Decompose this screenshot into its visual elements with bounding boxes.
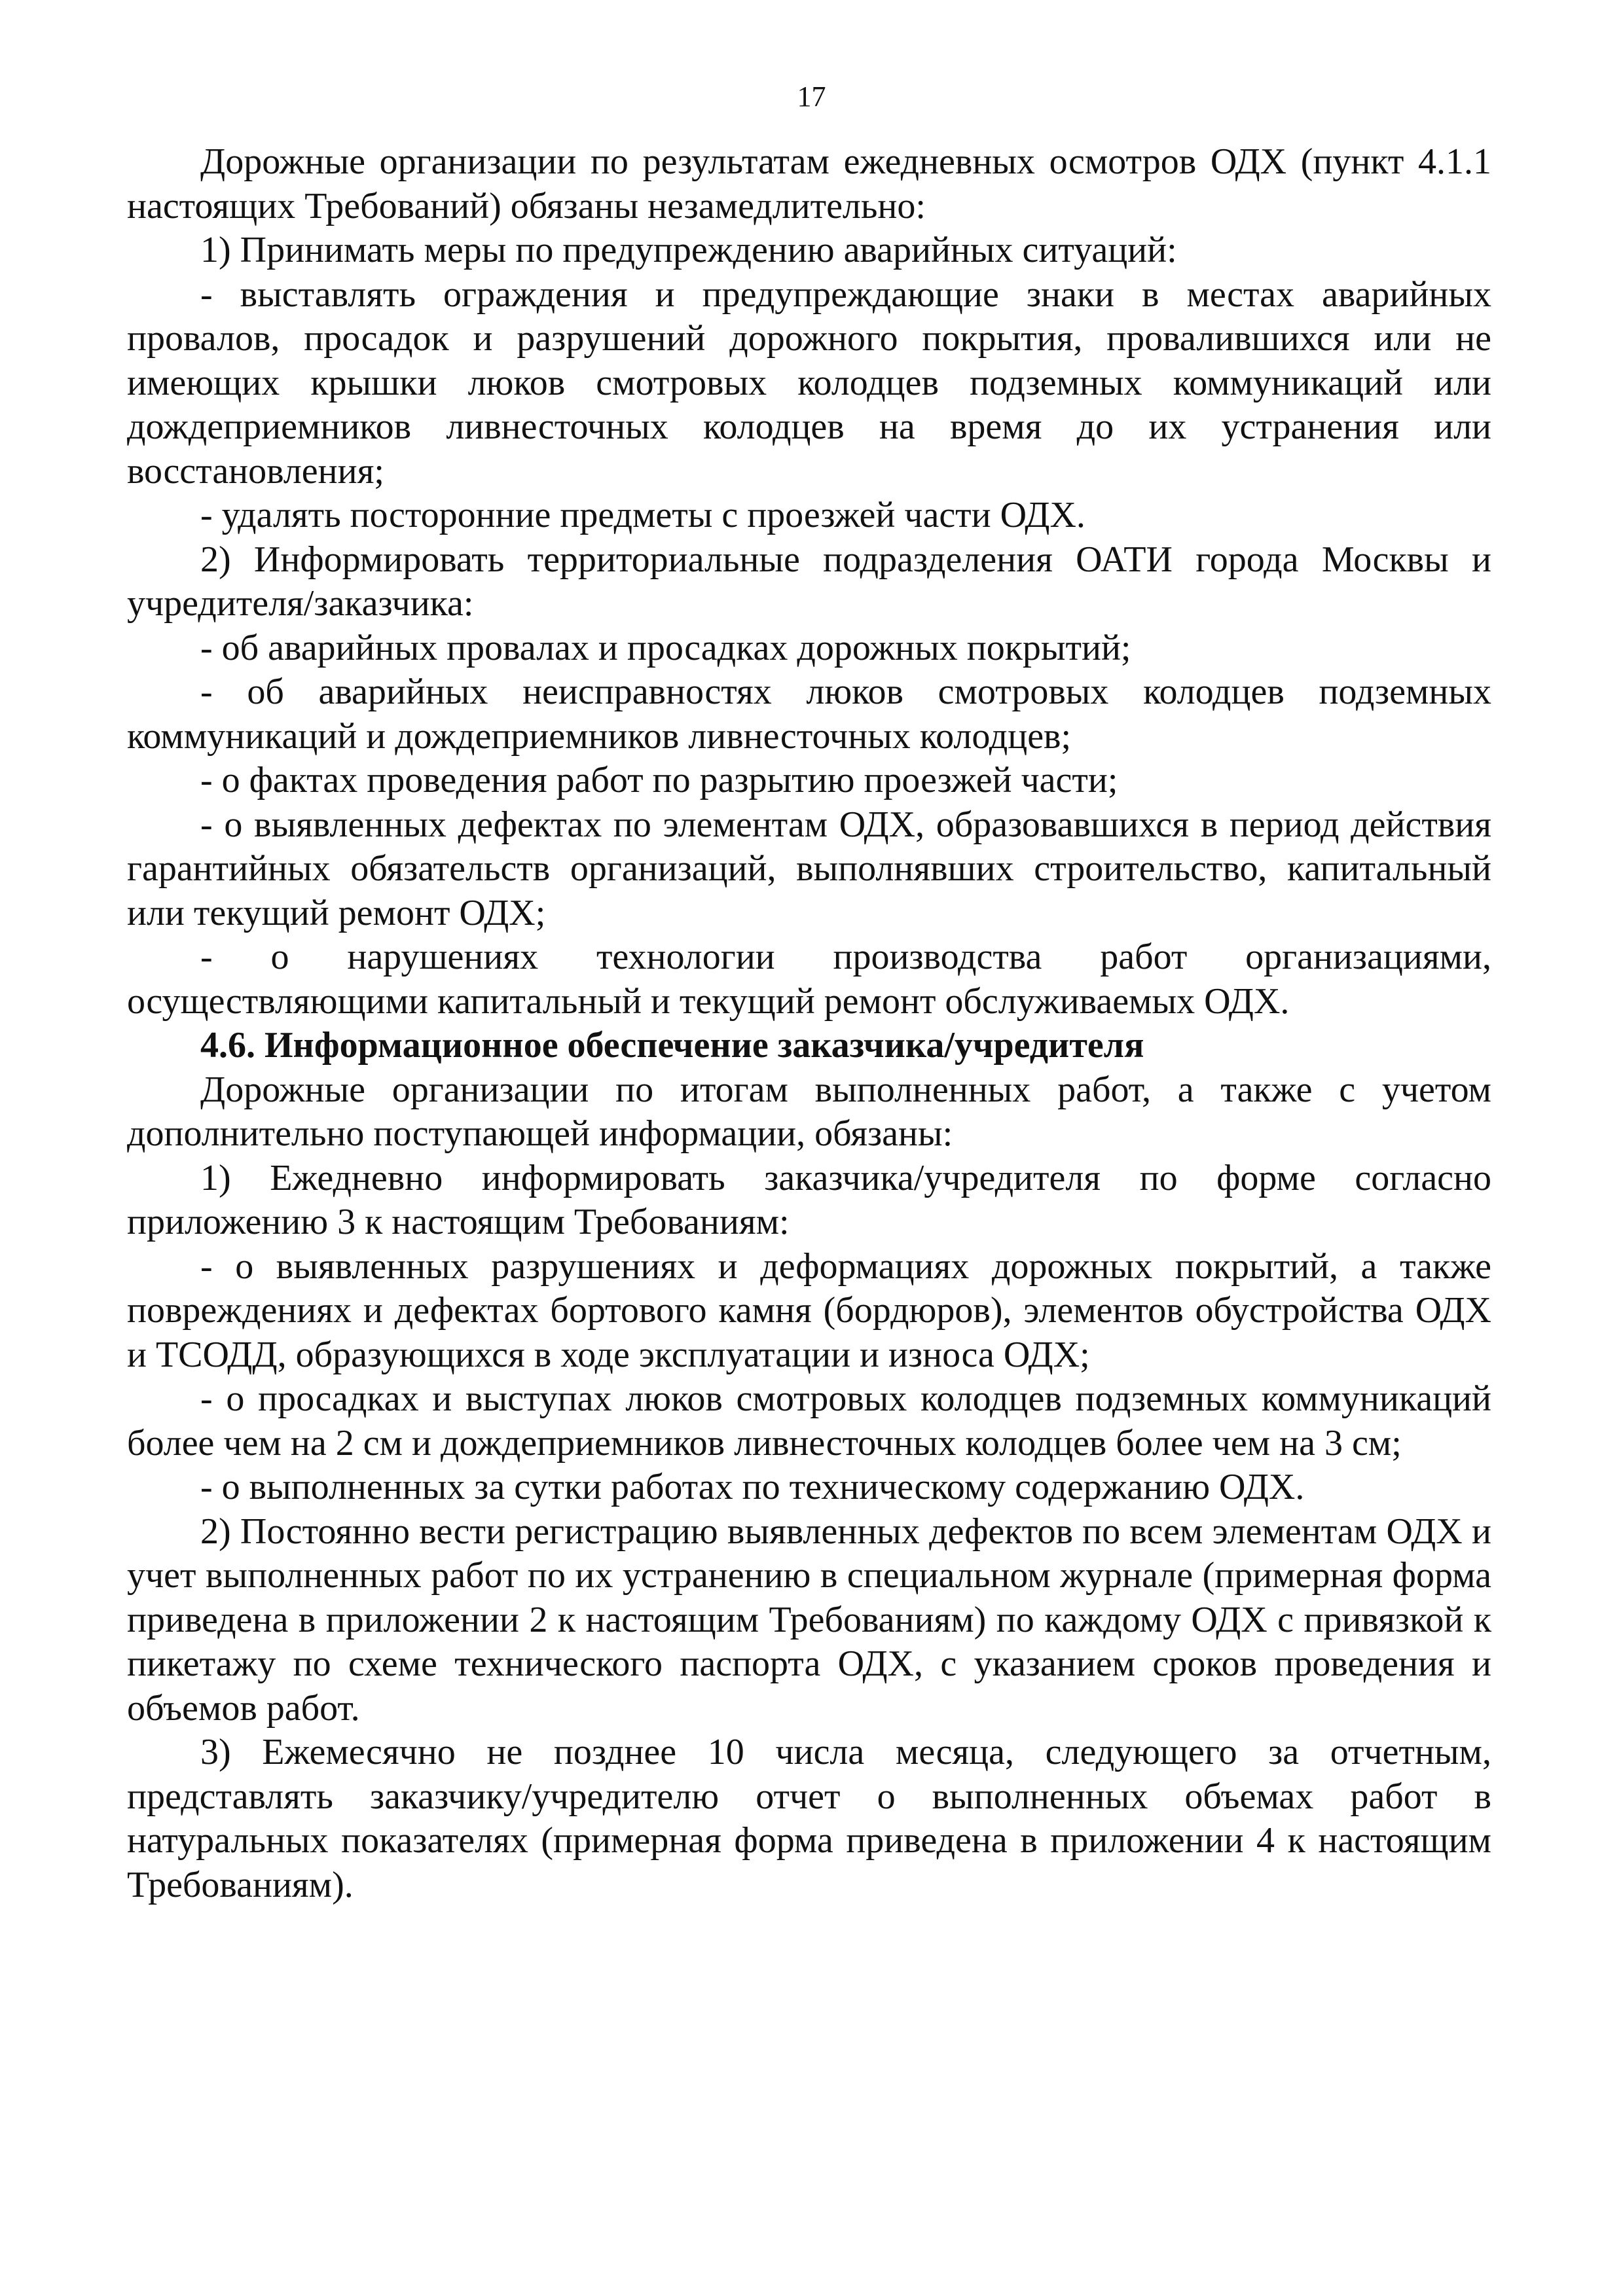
list-item: - удалять посторонние предметы с проезжей части ОДХ.: [200, 495, 1085, 535]
list-item: - о фактах проведения работ по разрытию проезжей части;: [200, 760, 1118, 800]
list-item: - о выявленных разрушениях и деформациях дорожных покрытий, а также повреждениях и дефектах бортового камня (бордюров), элементов обустройства ОДХ и ТСОДД, образующихся в ходе эксплуатации и износа ОДХ;: [127, 1246, 1491, 1375]
page-number: 17: [797, 81, 826, 113]
paragraph: 2) Постоянно вести регистрацию выявленных дефектов по всем элементам ОДХ и учет выполненных работ по их устранению в специальном журнале (примерная форма приведена в приложении 2 к настоящим Требованиям) по каждому ОДХ с привязкой к пикетажу по схеме технического паспорта ОДХ, с указанием сроков проведения и объемов работ.: [127, 1511, 1491, 1729]
list-item: - выставлять ограждения и предупреждающие знаки в местах аварийных провалов, просадок и разрушений дорожного покрытия, провалившихся или не имеющих крышки люков смотровых колодцев подземных коммуникаций или дождеприемников ливнесточных колодцев на время до их устранения или восстановления;: [127, 274, 1491, 492]
paragraph: 2) Информировать территориальные подразделения ОАТИ города Москвы и учредителя/заказчика:: [127, 539, 1491, 624]
list-item: - о просадках и выступах люков смотровых колодцев подземных коммуникаций более чем на 2 см и дождеприемников ливнесточных колодцев более чем на 3 см;: [127, 1378, 1491, 1463]
list-item: - о нарушениях технологии производства работ организациями, осуществляющими капитальный и текущий ремонт обслуживаемых ОДХ.: [127, 937, 1491, 1022]
section-heading: 4.6. Информационное обеспечение заказчика/учредителя: [200, 1025, 1144, 1066]
paragraph: Дорожные организации по результатам ежедневных осмотров ОДХ (пункт 4.1.1 настоящих Требований) обязаны незамедлительно:: [127, 141, 1491, 226]
list-item: - об аварийных неисправностях люков смотровых колодцев подземных коммуникаций и дождеприемников ливнесточных колодцев;: [127, 672, 1491, 757]
paragraph: 1) Ежедневно информировать заказчика/учредителя по форме согласно приложению 3 к настоящим Требованиям:: [127, 1157, 1491, 1242]
paragraph: 1) Принимать меры по предупреждению аварийных ситуаций:: [200, 230, 1177, 270]
list-item: - о выполненных за сутки работах по техническому содержанию ОДХ.: [200, 1467, 1305, 1507]
paragraph: Дорожные организации по итогам выполненных работ, а также с учетом дополнительно поступающей информации, обязаны:: [127, 1069, 1491, 1154]
paragraph: 3) Ежемесячно не позднее 10 числа месяца, следующего за отчетным, представлять заказчику/учредителю отчет о выполненных объемах работ в натуральных показателях (примерная форма приведена в приложении 4 к настоящим Требованиям).: [127, 1732, 1491, 1905]
list-item: - о выявленных дефектах по элементам ОДХ, образовавшихся в период действия гарантийных обязательств организаций, выполнявших строительство, капитальный или текущий ремонт ОДХ;: [127, 804, 1491, 933]
document-body: [127, 140, 1491, 1907]
list-item: - об аварийных провалах и просадках дорожных покрытий;: [200, 627, 1131, 668]
